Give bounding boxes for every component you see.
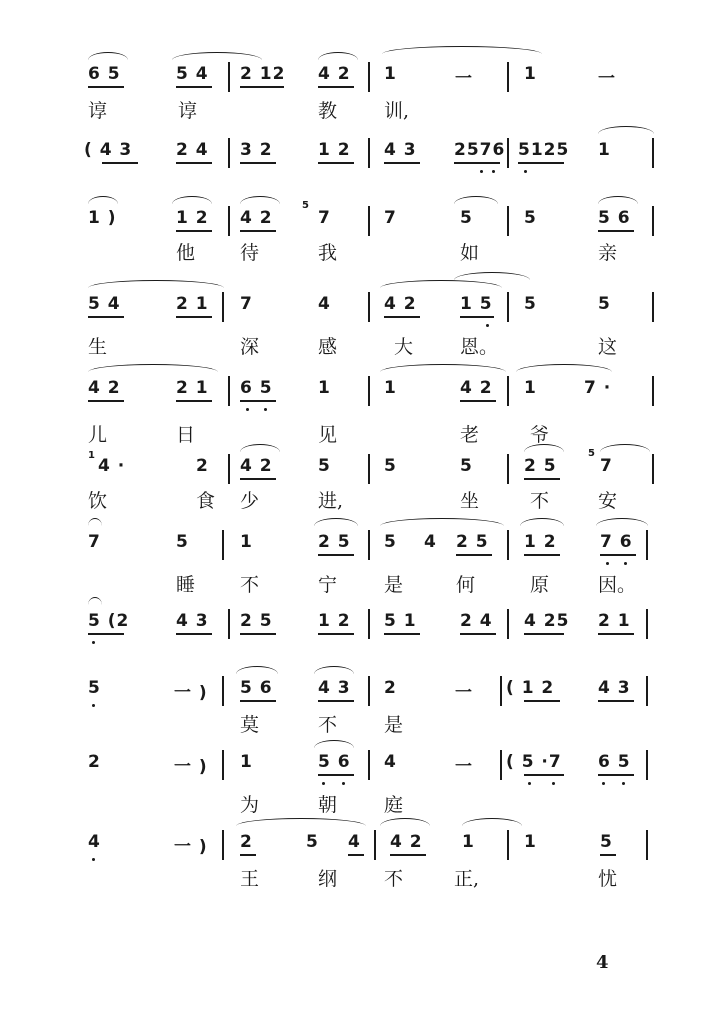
note-group: 7 · — [584, 378, 612, 398]
barline — [228, 138, 230, 168]
lyric-char: 莫 — [240, 714, 260, 736]
slur — [314, 666, 354, 674]
barline — [500, 676, 502, 706]
grace-note: 1 — [88, 450, 96, 461]
lyric-char: 老 — [460, 424, 480, 446]
underline — [240, 478, 276, 480]
note-group: 5 — [384, 456, 397, 476]
barline — [228, 206, 230, 236]
underline — [454, 162, 500, 164]
underline — [390, 854, 426, 856]
slur — [380, 818, 430, 826]
octave-dot — [622, 782, 625, 785]
note-group: 4 — [88, 832, 101, 852]
note-group: 一 — [455, 69, 473, 89]
note-group: 5 — [176, 532, 189, 552]
note-group: 2 5 — [524, 456, 557, 476]
note-group: 4 — [424, 532, 437, 552]
lyric-char: 感 — [318, 336, 338, 358]
underline — [518, 162, 564, 164]
slur — [382, 46, 542, 54]
lyric-char: 儿 — [88, 424, 108, 446]
slur — [88, 597, 102, 605]
slur — [88, 364, 218, 372]
underline — [318, 633, 354, 635]
note-group: 6 5 — [598, 752, 631, 772]
note-group: 2 — [240, 832, 253, 852]
note-group: 3 2 — [240, 140, 273, 160]
underline — [524, 633, 564, 635]
barline — [652, 376, 654, 406]
lyric-char: 见 — [318, 424, 338, 446]
note-group: 一 — [598, 69, 616, 89]
slur — [520, 518, 564, 526]
octave-dot — [602, 782, 605, 785]
slur — [516, 364, 612, 372]
barline — [368, 750, 370, 780]
note-group: 7 — [318, 208, 331, 228]
note-group: 2 — [384, 678, 397, 698]
underline — [348, 854, 364, 856]
octave-dot — [342, 782, 345, 785]
slur — [236, 666, 278, 674]
barline — [646, 609, 648, 639]
lyric-char: 纲 — [318, 868, 338, 890]
underline — [88, 316, 124, 318]
note-group: 4 2 — [384, 294, 417, 314]
notation-row — [0, 448, 727, 482]
lyric-char: 他 — [176, 242, 196, 264]
underline — [176, 230, 212, 232]
barline — [507, 138, 509, 168]
note-group: 5125 — [518, 140, 570, 160]
grace-note: 5 — [302, 200, 310, 211]
notation-row — [0, 832, 727, 858]
barline — [652, 454, 654, 484]
underline — [598, 633, 634, 635]
lyric-char: 待 — [240, 242, 260, 264]
octave-dot — [606, 562, 609, 565]
barline — [507, 376, 509, 406]
note-group: 7 6 — [600, 532, 633, 552]
barline — [507, 830, 509, 860]
note-group: 7 — [240, 294, 253, 314]
notation-row — [0, 678, 727, 704]
underline — [240, 86, 284, 88]
underline — [88, 400, 124, 402]
barline — [228, 62, 230, 92]
note-group: 1 ) — [88, 208, 117, 228]
page-number: 4 — [596, 952, 609, 973]
octave-dot — [552, 782, 555, 785]
underline — [176, 316, 212, 318]
notation-row — [0, 294, 727, 320]
note-group: 2576 — [454, 140, 506, 160]
underline — [176, 86, 212, 88]
lyric-char: 正, — [454, 868, 480, 890]
underline — [524, 774, 564, 776]
lyric-char: 因。 — [598, 574, 637, 596]
barline — [500, 750, 502, 780]
note-group: 5 — [88, 678, 101, 698]
barline — [368, 206, 370, 236]
note-group: 1 2 — [524, 532, 557, 552]
barline — [222, 292, 224, 322]
note-group: ( 4 3 — [84, 140, 133, 160]
note-group: 5 6 — [240, 678, 273, 698]
slur — [380, 364, 506, 372]
slur — [598, 196, 638, 204]
barline — [368, 292, 370, 322]
octave-dot — [322, 782, 325, 785]
lyric-char: 生 — [88, 336, 108, 358]
lyric-char: 少 — [240, 490, 260, 512]
octave-dot — [624, 562, 627, 565]
note-group: 1 — [524, 832, 537, 852]
lyric-char: 睡 — [176, 574, 196, 596]
underline — [524, 478, 560, 480]
octave-dot — [92, 641, 95, 644]
note-group: 2 12 — [240, 64, 286, 84]
lyric-char: 安 — [598, 490, 618, 512]
note-group: 2 5 — [456, 532, 489, 552]
note-group: 5 4 — [176, 64, 209, 84]
barline — [368, 62, 370, 92]
lyrics-row — [0, 570, 727, 596]
note-group: 2 5 — [240, 611, 273, 631]
note-group: 4 3 — [384, 140, 417, 160]
note-group: 5 — [384, 532, 397, 552]
note-group: 5 — [318, 456, 331, 476]
lyric-char: 坐 — [460, 490, 480, 512]
underline — [524, 700, 560, 702]
slur — [240, 196, 280, 204]
note-group: 5 — [460, 208, 473, 228]
lyric-char: 谆 — [88, 100, 108, 122]
note-group: 1 — [524, 378, 537, 398]
note-group: 1 2 — [318, 611, 351, 631]
note-group: 2 4 — [176, 140, 209, 160]
note-group: 5 6 — [598, 208, 631, 228]
barline — [368, 676, 370, 706]
notation-row — [0, 200, 727, 234]
lyrics-row — [0, 790, 727, 816]
note-group: 2 — [88, 752, 101, 772]
lyric-char: 不 — [384, 868, 404, 890]
note-group: 1 — [462, 832, 475, 852]
slur — [88, 52, 128, 60]
lyric-char: 王 — [240, 868, 260, 890]
lyric-char: 教 — [318, 100, 338, 122]
lyric-char: 为 — [240, 794, 260, 816]
barline — [368, 138, 370, 168]
note-group: 1 2 — [176, 208, 209, 228]
slur — [172, 196, 212, 204]
note-group: 一 ) — [174, 683, 208, 703]
barline — [222, 676, 224, 706]
underline — [176, 400, 212, 402]
octave-dot — [264, 408, 267, 411]
note-group: 4 — [318, 294, 331, 314]
barline — [222, 830, 224, 860]
lyric-char: 训, — [384, 100, 410, 122]
note-group: 5 4 — [88, 294, 121, 314]
note-group: 1 — [524, 64, 537, 84]
underline — [600, 554, 636, 556]
barline — [652, 206, 654, 236]
underline — [460, 633, 496, 635]
note-group: 4 2 — [318, 64, 351, 84]
lyric-char: 食 — [196, 490, 216, 512]
note-group: 一 ) — [174, 837, 208, 857]
barline — [652, 292, 654, 322]
octave-dot — [486, 324, 489, 327]
slur — [454, 272, 530, 280]
note-group: 5 — [600, 832, 613, 852]
barline — [228, 454, 230, 484]
slur — [88, 280, 224, 288]
slur — [380, 280, 502, 288]
lyric-char: 忧 — [598, 868, 618, 890]
octave-dot — [246, 408, 249, 411]
note-group: 5 (2 — [88, 611, 130, 631]
lyrics-row — [0, 332, 727, 358]
note-group: 6 5 — [240, 378, 273, 398]
slur — [318, 52, 358, 60]
lyrics-row — [0, 710, 727, 736]
slur — [314, 518, 358, 526]
underline — [318, 162, 354, 164]
barline — [507, 62, 509, 92]
underline — [176, 633, 212, 635]
slur — [314, 740, 354, 748]
note-group: 4 2 — [460, 378, 493, 398]
note-group: 5 1 — [384, 611, 417, 631]
note-group: 2 4 — [460, 611, 493, 631]
lyric-char: 谆 — [178, 100, 198, 122]
lyric-char: 亲 — [598, 242, 618, 264]
underline — [460, 316, 494, 318]
note-group: 一 — [455, 683, 473, 703]
barline — [228, 376, 230, 406]
barline — [652, 138, 654, 168]
note-group: 4 — [348, 832, 361, 852]
note-group: 6 5 — [88, 64, 121, 84]
notation-row — [0, 140, 727, 166]
underline — [384, 633, 420, 635]
lyrics-row — [0, 864, 727, 890]
underline — [456, 554, 492, 556]
note-group: 1 — [384, 378, 397, 398]
slur — [598, 126, 654, 134]
barline — [507, 530, 509, 560]
lyric-char: 饮 — [88, 490, 108, 512]
note-group: 2 1 — [176, 378, 209, 398]
notation-row — [0, 378, 727, 404]
barline — [368, 609, 370, 639]
note-group: 1 — [240, 532, 253, 552]
note-group: 7 — [384, 208, 397, 228]
slur — [88, 518, 102, 526]
underline — [176, 162, 212, 164]
note-group: 5 — [524, 294, 537, 314]
note-group: 2 1 — [598, 611, 631, 631]
lyric-char: 大 — [394, 336, 414, 358]
underline — [240, 162, 276, 164]
lyric-char: 深 — [240, 336, 260, 358]
lyric-char: 不 — [530, 490, 550, 512]
underline — [524, 554, 560, 556]
lyric-char: 进, — [318, 490, 344, 512]
barline — [368, 530, 370, 560]
octave-dot — [92, 704, 95, 707]
lyric-char: 庭 — [384, 794, 404, 816]
octave-dot — [524, 170, 527, 173]
grace-note: 5 — [588, 448, 596, 459]
lyric-char: 这 — [598, 336, 618, 358]
octave-dot — [92, 858, 95, 861]
note-group: 1 2 — [318, 140, 351, 160]
octave-dot — [528, 782, 531, 785]
note-group: 4 3 — [176, 611, 209, 631]
barline — [222, 750, 224, 780]
underline — [318, 554, 354, 556]
lyrics-row — [0, 96, 727, 122]
lyric-char: 不 — [318, 714, 338, 736]
octave-dot — [480, 170, 483, 173]
lyric-char: 是 — [384, 714, 404, 736]
lyric-char: 是 — [384, 574, 404, 596]
underline — [384, 162, 420, 164]
note-group: 5 — [524, 208, 537, 228]
underline — [318, 700, 354, 702]
note-group: 5 — [598, 294, 611, 314]
slur — [596, 518, 648, 526]
slur — [454, 196, 498, 204]
underline — [318, 774, 354, 776]
note-group: 5 — [460, 456, 473, 476]
note-group: 2 — [196, 456, 209, 476]
note-group: 4 2 — [390, 832, 423, 852]
slur — [236, 818, 366, 826]
note-group: 4 2 — [88, 378, 121, 398]
lyric-char: 爷 — [530, 424, 550, 446]
note-group: 4 25 — [524, 611, 570, 631]
lyric-char: 我 — [318, 242, 338, 264]
barline — [507, 206, 509, 236]
barline — [646, 530, 648, 560]
lyric-char: 宁 — [318, 574, 338, 596]
barline — [646, 750, 648, 780]
lyric-char: 原 — [530, 574, 550, 596]
notation-row — [0, 64, 727, 90]
note-group: 1 — [318, 378, 331, 398]
slur — [88, 196, 118, 204]
lyric-char: 不 — [240, 574, 260, 596]
underline — [240, 633, 276, 635]
octave-dot — [492, 170, 495, 173]
lyric-char: 朝 — [318, 794, 338, 816]
slur — [380, 518, 504, 526]
note-group: 1 — [240, 752, 253, 772]
notation-row — [0, 532, 727, 558]
note-group: 1 — [384, 64, 397, 84]
underline — [598, 230, 634, 232]
barline — [646, 676, 648, 706]
barline — [368, 376, 370, 406]
note-group: 4 · — [98, 456, 126, 476]
underline — [598, 774, 634, 776]
note-group: 5 — [306, 832, 319, 852]
lyrics-row — [0, 420, 727, 446]
barline — [222, 530, 224, 560]
barline — [507, 454, 509, 484]
underline — [598, 700, 634, 702]
note-group: 2 5 — [318, 532, 351, 552]
note-group: ( 1 2 — [506, 678, 555, 698]
note-group: 一 ) — [174, 757, 208, 777]
note-group: 7 — [600, 456, 613, 476]
note-group: 4 2 — [240, 208, 273, 228]
note-group: 4 — [384, 752, 397, 772]
underline — [600, 854, 616, 856]
underline — [240, 400, 276, 402]
underline — [102, 162, 138, 164]
note-group: 7 — [88, 532, 101, 552]
lyric-char: 如 — [460, 242, 480, 264]
notation-row — [0, 611, 727, 637]
barline — [374, 830, 376, 860]
note-group: 一 — [455, 757, 473, 777]
barline — [368, 454, 370, 484]
note-group: ( 5 ·7 — [506, 752, 562, 772]
lyric-char: 恩。 — [460, 336, 499, 358]
slur — [172, 52, 262, 60]
barline — [228, 609, 230, 639]
notation-row — [0, 752, 727, 778]
lyric-char: 何 — [456, 574, 476, 596]
barline — [507, 609, 509, 639]
underline — [460, 400, 496, 402]
note-group: 2 1 — [176, 294, 209, 314]
underline — [318, 86, 354, 88]
underline — [240, 854, 256, 856]
lyric-char: 日 — [176, 424, 196, 446]
lyrics-row — [0, 486, 727, 512]
note-group: 5 6 — [318, 752, 351, 772]
note-group: 4 3 — [318, 678, 351, 698]
note-group: 4 3 — [598, 678, 631, 698]
underline — [240, 230, 276, 232]
note-group: 4 2 — [240, 456, 273, 476]
barline — [646, 830, 648, 860]
lyrics-row — [0, 238, 727, 264]
note-group: 1 5 — [460, 294, 493, 314]
underline — [240, 700, 276, 702]
underline — [88, 633, 124, 635]
underline — [384, 316, 420, 318]
note-group: 1 — [598, 140, 611, 160]
underline — [88, 86, 124, 88]
barline — [507, 292, 509, 322]
slur — [462, 818, 522, 826]
